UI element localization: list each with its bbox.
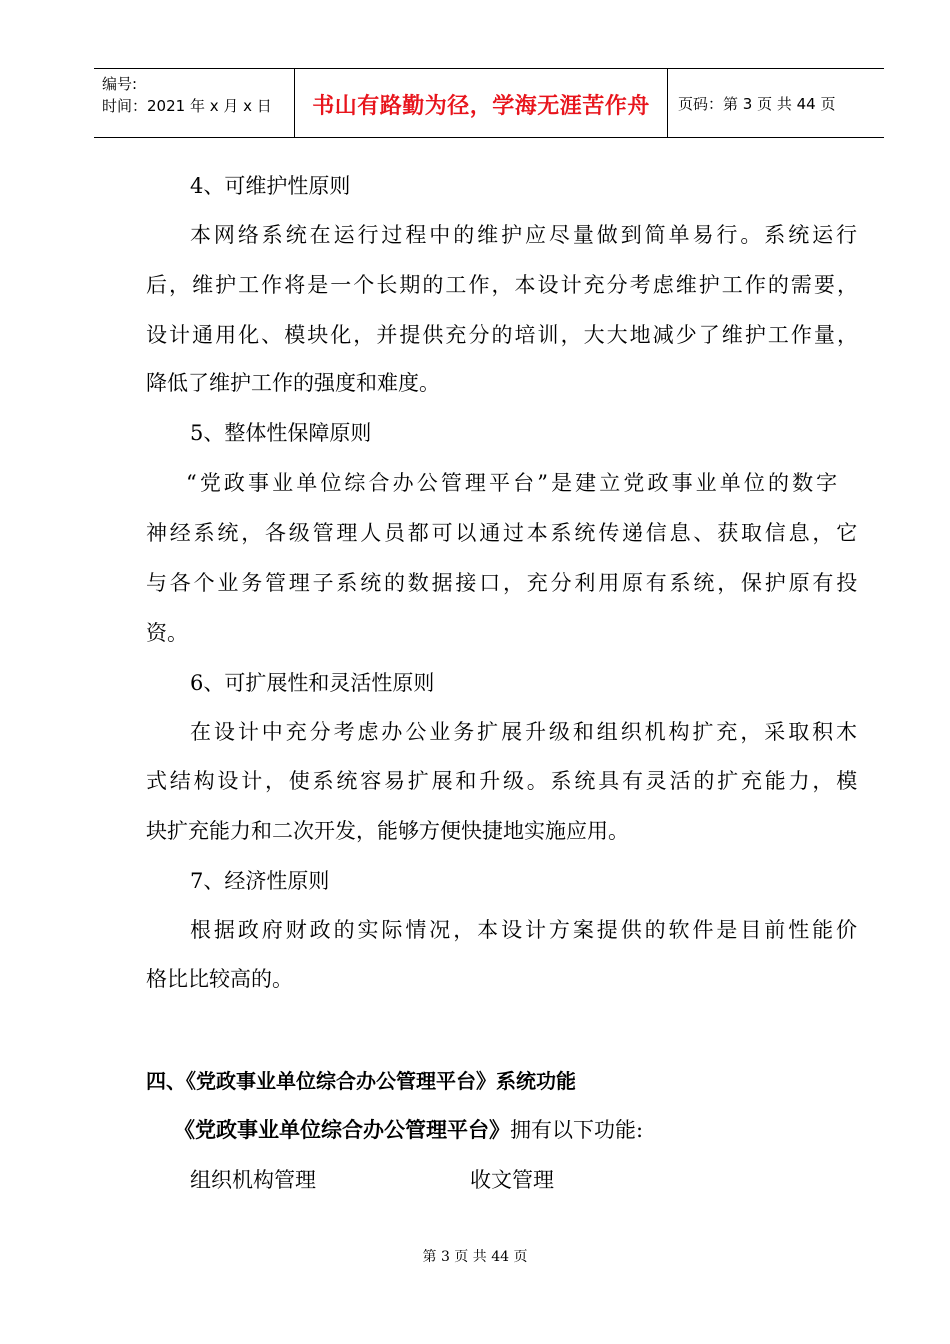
- paragraph-line: 后，维护工作将是一个长期的工作，本设计充分考虑维护工作的需要，: [146, 273, 860, 297]
- header-meta: [102, 73, 272, 117]
- page-header: [94, 68, 884, 138]
- platform-name: 《党政事业单位综合办公管理平台》: [174, 1118, 510, 1142]
- function-item: 收文管理: [470, 1168, 554, 1192]
- section-title: 6、可扩展性和灵活性原则: [190, 671, 435, 695]
- page-footer: 第 3 页 共 44 页: [422, 1249, 528, 1265]
- paragraph-line: 降低了维护工作的强度和难度。: [146, 371, 440, 395]
- paragraph-line: 式结构设计，使系统容易扩展和升级。系统具有灵活的扩充能力，模: [146, 769, 860, 793]
- document-number-label: 编号:: [102, 75, 138, 93]
- section-title: 5、整体性保障原则: [190, 421, 372, 445]
- paragraph-line: 与各个业务管理子系统的数据接口，充分利用原有系统，保护原有投: [146, 571, 860, 595]
- header-motto: 书山有路勤为径，学海无涯苦作舟: [312, 94, 650, 119]
- paragraph-line: 格比比较高的。: [146, 967, 293, 991]
- document-time-label: 时间：2021 年 x 月 x 日: [102, 97, 272, 115]
- paragraph-line: 设计通用化、模块化，并提供充分的培训，大大地减少了维护工作量，: [146, 323, 860, 347]
- function-item: 组织机构管理: [190, 1168, 316, 1192]
- intro-text: 拥有以下功能:: [510, 1118, 644, 1142]
- intro-line: [174, 1117, 643, 1143]
- section-title: 7、经济性原则: [190, 869, 330, 893]
- paragraph-line: 本网络系统在运行过程中的维护应尽量做到简单易行。系统运行: [190, 223, 860, 247]
- paragraph-line: 块扩充能力和二次开发，能够方便快捷地实施应用。: [146, 819, 629, 843]
- paragraph-line: 神经系统，各级管理人员都可以通过本系统传递信息、获取信息，它: [146, 521, 860, 545]
- header-divider: [667, 69, 668, 137]
- chapter-heading: 四、《党政事业单位综合办公管理平台》系统功能: [146, 1069, 576, 1093]
- paragraph-line: 根据政府财政的实际情况，本设计方案提供的软件是目前性能价: [190, 918, 860, 942]
- section-title: 4、可维护性原则: [190, 174, 351, 198]
- paragraph-line: 资。: [146, 621, 188, 645]
- paragraph-line: “党政事业单位综合办公管理平台”是建立党政事业单位的数字: [186, 471, 841, 495]
- header-page-number: 页码：第 3 页 共 44 页: [678, 95, 836, 113]
- paragraph-line: 在设计中充分考虑办公业务扩展升级和组织机构扩充，采取积木: [190, 720, 860, 744]
